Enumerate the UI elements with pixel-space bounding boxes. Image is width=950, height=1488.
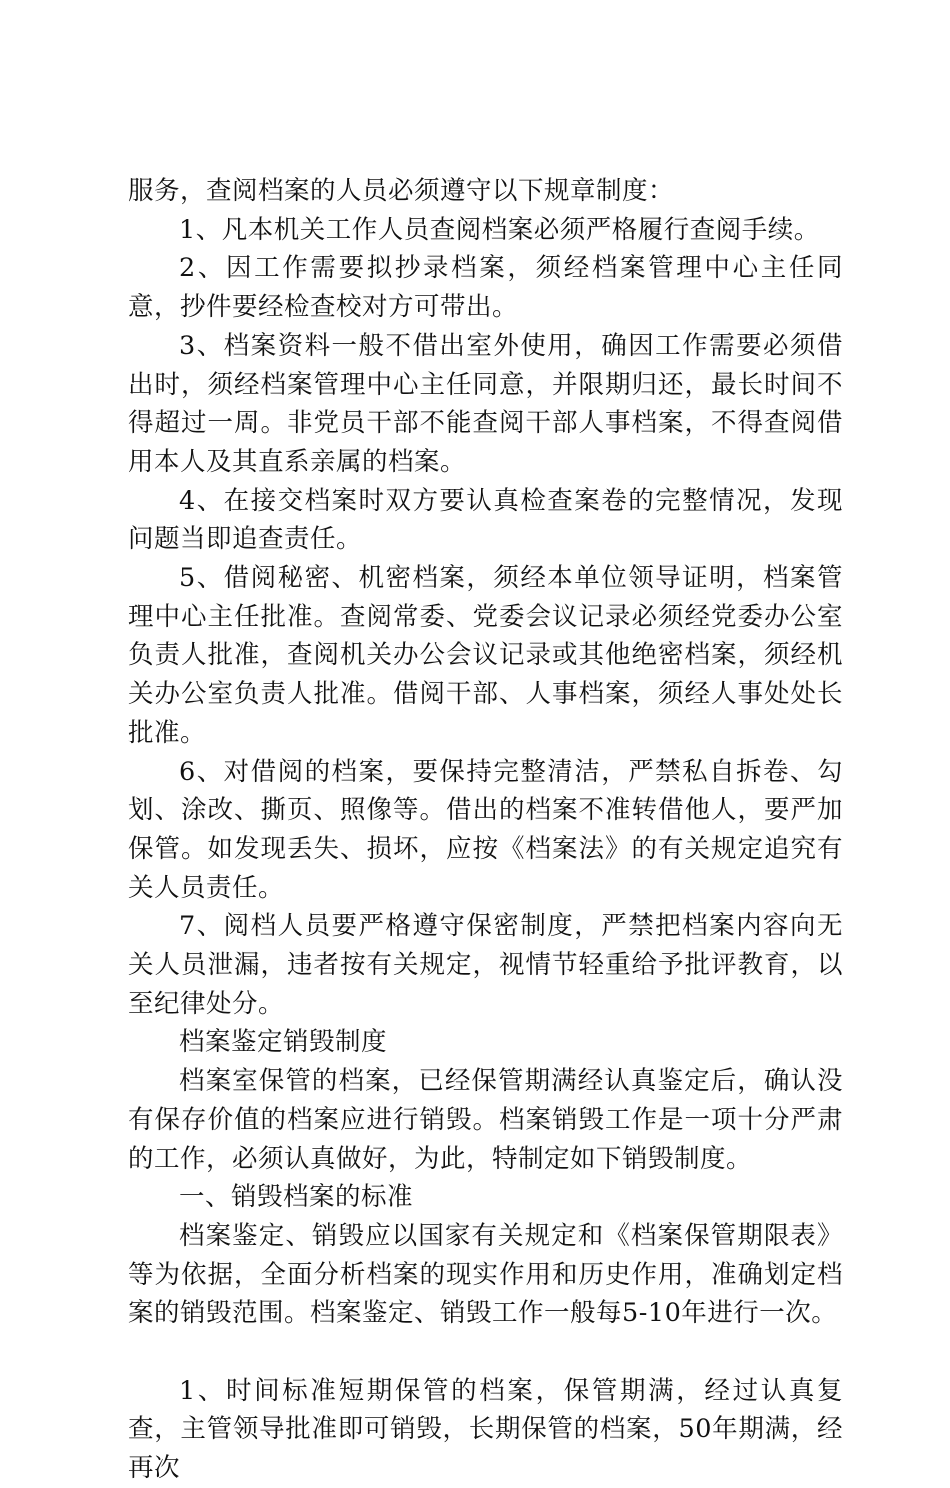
- document-page: [128, 172, 843, 1488]
- paragraph-time-standard: 1、时间标准短期保管的档案，保管期满，经过认真复查，主管领导批准即可销毁，长期保管的档案，50年期满，经再次: [128, 1375, 843, 1484]
- paragraph-intro: 服务，查阅档案的人员必须遵守以下规章制度：: [128, 176, 675, 206]
- paragraph-rule-7: 7、阅档人员要严格遵守保密制度，严禁把档案内容向无关人员泄漏，违者按有关规定，视情节轻重给予批评教育，以至纪律处分。: [128, 911, 843, 1019]
- subheading-standards: 一、销毁档案的标准: [179, 1182, 414, 1213]
- paragraph-rule-4: 4、在接交档案时双方要认真检查案卷的完整情况，发现问题当即追查责任。: [128, 485, 843, 555]
- paragraph-rule-6: 6、对借阅的档案，要保持完整清洁，严禁私自拆卷、勾划、涂改、撕页、照像等。借出的档案不准转借他人，要严加保管。如发现丢失、损坏，应按《档案法》的有关规定追究有关人员责任。: [128, 756, 843, 903]
- paragraph-rule-3: 3、档案资料一般不借出室外使用，确因工作需要必须借出时，须经档案管理中心主任同意，并限期归还，最长时间不得超过一周。非党员干部不能查阅干部人事档案，不得查阅借用本人及其直系亲属的档案。: [128, 330, 843, 477]
- section-heading-destruction: 档案鉴定销毁制度: [179, 1027, 388, 1058]
- paragraph-standards: 档案鉴定、销毁应以国家有关规定和《档案保管期限表》等为依据，全面分析档案的现实作用和历史作用，准确划定档案的销毁范围。档案鉴定、销毁工作一般每5-10年进行一次。: [128, 1220, 843, 1329]
- paragraph-destruction-intro: 档案室保管的档案，已经保管期满经认真鉴定后，确认没有保存价值的档案应进行销毁。档案销毁工作是一项十分严肃的工作，必须认真做好，为此，特制定如下销毁制度。: [128, 1066, 843, 1174]
- paragraph-rule-2: 2、因工作需要拟抄录档案，须经档案管理中心主任同意，抄件要经检查校对方可带出。: [128, 253, 843, 323]
- paragraph-rule-5: 5、借阅秘密、机密档案，须经本单位领导证明，档案管理中心主任批准。查阅常委、党委会议记录必须经党委办公室负责人批准，查阅机关办公会议记录或其他绝密档案，须经机关办公室负责人批准。借阅干部、人事档案，须经人事处处长批准。: [128, 563, 843, 748]
- paragraph-rule-1: 1、凡本机关工作人员查阅档案必须严格履行查阅手续。: [179, 214, 820, 245]
